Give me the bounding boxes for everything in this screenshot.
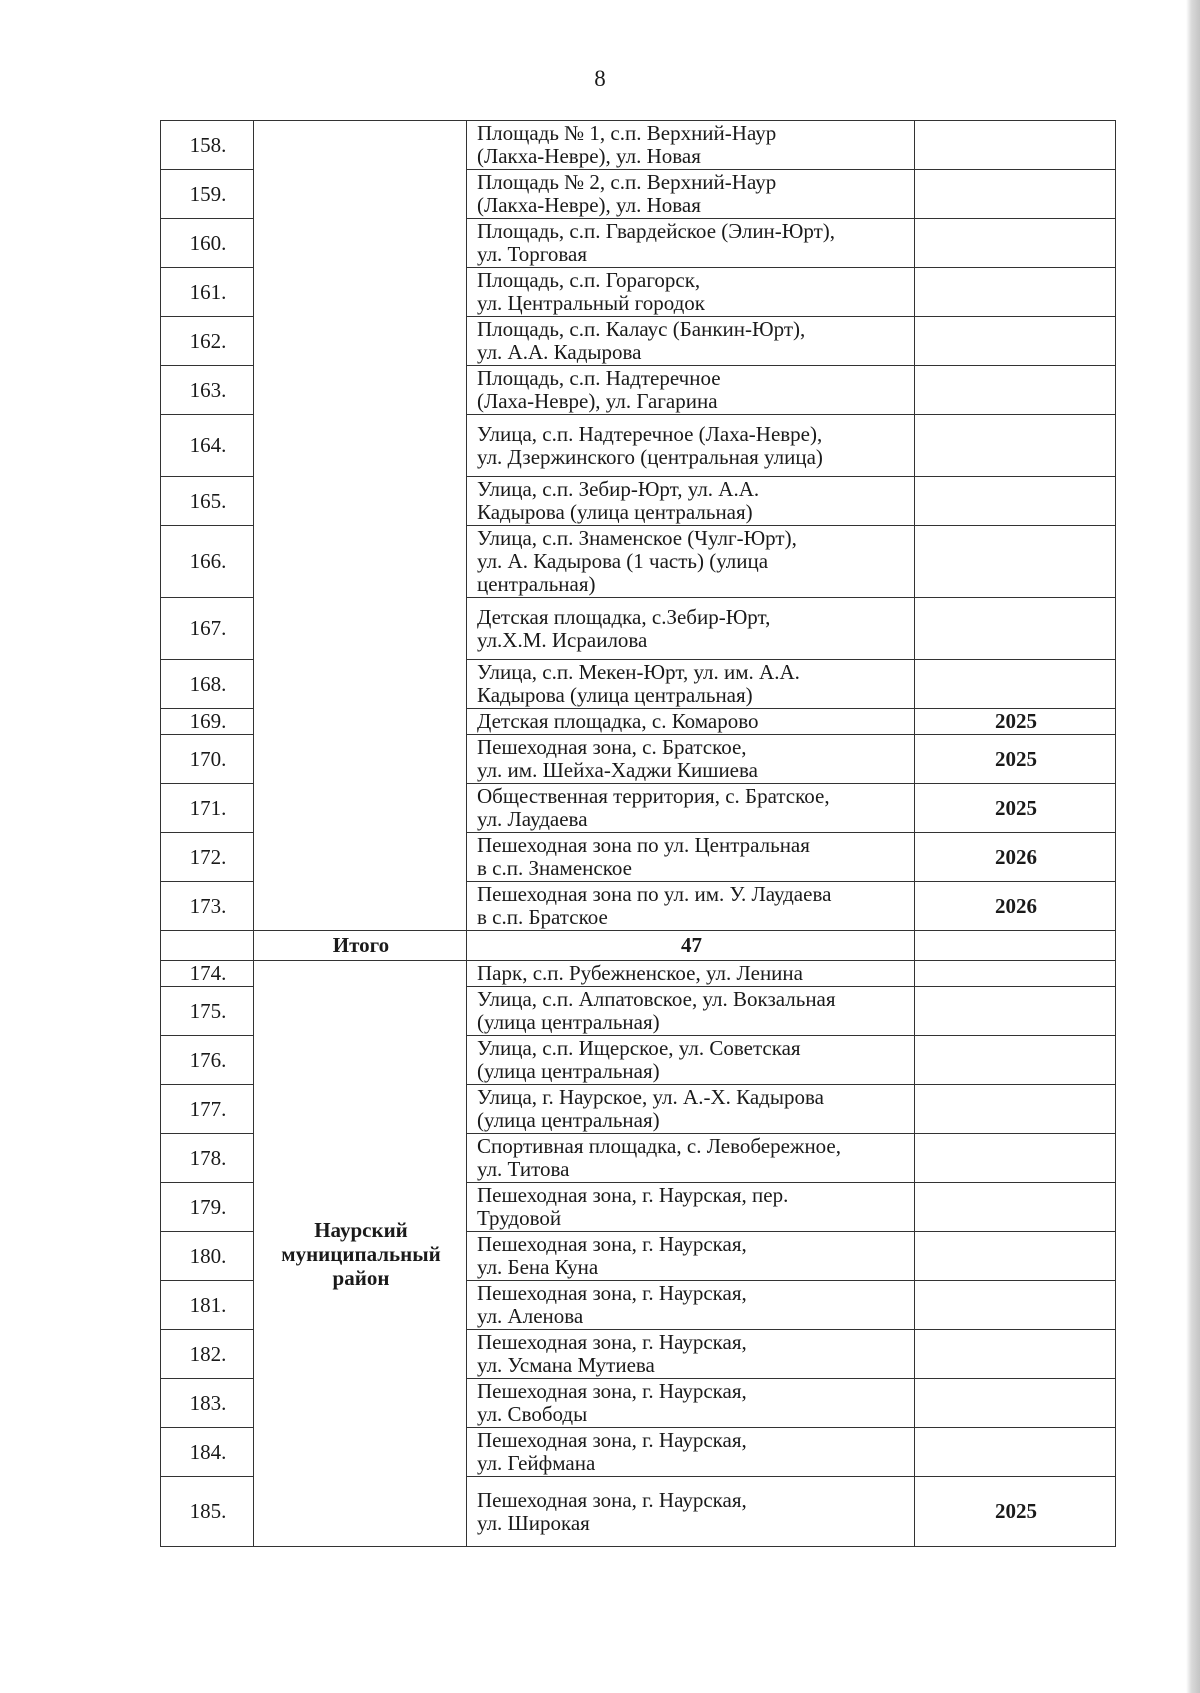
row-number: 172. [161,833,254,882]
territory-name: Площадь, с.п. Калаус (Банкин-Юрт), ул. А.А. Кадырова [467,317,915,366]
territory-name: Спортивная площадка, с. Левобережное, ул. Титова [467,1134,915,1183]
territory-name: Пешеходная зона, г. Наурская, ул. Аленова [467,1281,915,1330]
row-number: 160. [161,219,254,268]
territory-name: Площадь, с.п. Горагорск, ул. Центральный городок [467,268,915,317]
row-number: 164. [161,415,254,477]
row-number: 170. [161,735,254,784]
year-cell [915,219,1116,268]
row-number: 185. [161,1477,254,1547]
year-cell [915,961,1116,987]
year-cell [915,1281,1116,1330]
page-number: 8 [594,66,606,91]
year-cell [915,1134,1116,1183]
territory-name: Пешеходная зона, г. Наурская, ул. Гейфмана [467,1428,915,1477]
row-number: 179. [161,1183,254,1232]
row-number: 175. [161,987,254,1036]
territory-name: Улица, с.п. Зебир-Юрт, ул. А.А. Кадырова (улица центральная) [467,477,915,526]
row-number: 184. [161,1428,254,1477]
municipality-cell [254,121,467,931]
territory-name: Улица, г. Наурское, ул. А.-Х. Кадырова (улица центральная) [467,1085,915,1134]
table-row [161,961,1116,987]
territory-name: Пешеходная зона, г. Наурская, пер. Трудовой [467,1183,915,1232]
territory-name: Пешеходная зона, с. Братское, ул. им. Шейха-Хаджи Кишиева [467,735,915,784]
territory-name: Детская площадка, с.Зебир-Юрт, ул.Х.М. Исраилова [467,598,915,660]
year-cell: 2025 [915,735,1116,784]
year-cell [915,477,1116,526]
row-number: 161. [161,268,254,317]
row-number: 180. [161,1232,254,1281]
year-cell: 2026 [915,833,1116,882]
row-number: 159. [161,170,254,219]
territory-name: Парк, с.п. Рубежненское, ул. Ленина [467,961,915,987]
territory-name: Пешеходная зона, г. Наурская, ул. Свободы [467,1379,915,1428]
row-number: 168. [161,660,254,709]
year-cell [915,526,1116,598]
row-number: 158. [161,121,254,170]
territory-name: Общественная территория, с. Братское, ул. Лаудаева [467,784,915,833]
row-number: 166. [161,526,254,598]
row-number: 183. [161,1379,254,1428]
row-number: 169. [161,709,254,735]
territory-name: Пешеходная зона, г. Наурская, ул. Усмана Мутиева [467,1330,915,1379]
year-cell [915,1330,1116,1379]
row-number: 182. [161,1330,254,1379]
territory-name: Улица, с.п. Ищерское, ул. Советская (улица центральная) [467,1036,915,1085]
territory-name: Площадь, с.п. Гвардейское (Элин-Юрт), ул. Торговая [467,219,915,268]
year-cell [915,1085,1116,1134]
municipality-cell: Наурский муниципальный район [254,961,467,1547]
territory-name: Детская площадка, с. Комарово [467,709,915,735]
row-number: 177. [161,1085,254,1134]
territories-table [160,120,1116,1547]
row-number: 181. [161,1281,254,1330]
year-cell [915,121,1116,170]
total-year-cell [915,931,1116,961]
total-label: Итого [254,931,467,961]
row-number: 176. [161,1036,254,1085]
row-number: 178. [161,1134,254,1183]
table-section-continued [161,121,1116,931]
territory-name: Улица, с.п. Мекен-Юрт, ул. им. А.А. Кадырова (улица центральная) [467,660,915,709]
table-section-total [161,931,1116,961]
scan-edge-shadow [1186,0,1200,1693]
total-value: 47 [467,931,915,961]
territory-name: Улица, с.п. Надтеречное (Лаха-Невре), ул. Дзержинского (центральная улица) [467,415,915,477]
year-cell: 2025 [915,784,1116,833]
territory-name: Площадь, с.п. Надтеречное (Лаха-Невре), ул. Гагарина [467,366,915,415]
territory-name: Пешеходная зона, г. Наурская, ул. Широкая [467,1477,915,1547]
territory-name: Пешеходная зона, г. Наурская, ул. Бена Куна [467,1232,915,1281]
row-number: 174. [161,961,254,987]
year-cell [915,1232,1116,1281]
year-cell [915,598,1116,660]
year-cell [915,1379,1116,1428]
row-number: 165. [161,477,254,526]
territory-name: Площадь № 2, с.п. Верхний-Наур (Лакха-Невре), ул. Новая [467,170,915,219]
row-number: 173. [161,882,254,931]
year-cell [915,1036,1116,1085]
year-cell [915,987,1116,1036]
total-row [161,931,1116,961]
row-number: 162. [161,317,254,366]
year-cell [915,170,1116,219]
year-cell [915,268,1116,317]
year-cell: 2025 [915,1477,1116,1547]
year-cell [915,1183,1116,1232]
row-number: 163. [161,366,254,415]
total-empty-cell [161,931,254,961]
year-cell [915,1428,1116,1477]
territory-name: Улица, с.п. Алпатовское, ул. Вокзальная (улица центральная) [467,987,915,1036]
row-number: 167. [161,598,254,660]
year-cell [915,415,1116,477]
year-cell [915,317,1116,366]
table-row [161,121,1116,170]
row-number: 171. [161,784,254,833]
year-cell: 2025 [915,709,1116,735]
territory-name: Улица, с.п. Знаменское (Чулг-Юрт), ул. А. Кадырова (1 часть) (улица центральная) [467,526,915,598]
year-cell [915,660,1116,709]
territory-name: Площадь № 1, с.п. Верхний-Наур (Лакха-Невре), ул. Новая [467,121,915,170]
year-cell [915,366,1116,415]
territory-name: Пешеходная зона по ул. им. У. Лаудаева в с.п. Братское [467,882,915,931]
table-section-naursky [161,961,1116,1547]
territory-name: Пешеходная зона по ул. Центральная в с.п. Знаменское [467,833,915,882]
year-cell: 2026 [915,882,1116,931]
